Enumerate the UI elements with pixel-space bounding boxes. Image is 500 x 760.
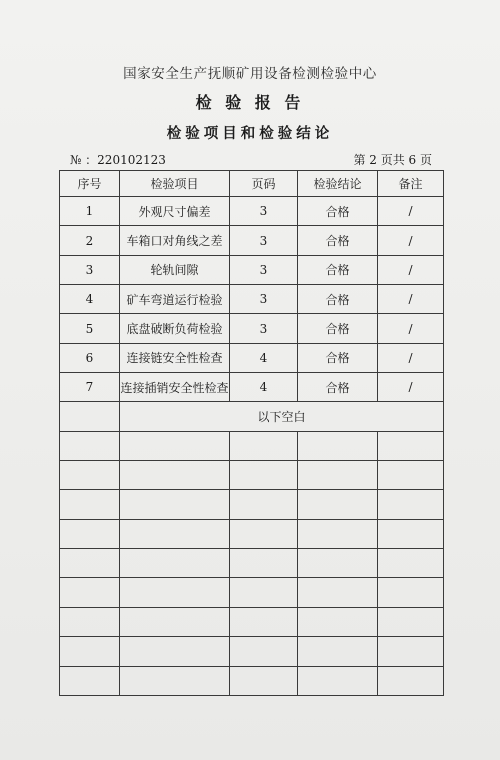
cell-empty xyxy=(378,637,444,666)
cell-empty xyxy=(378,666,444,696)
cell-empty xyxy=(120,666,230,696)
section-title: 检验项目和检验结论 xyxy=(166,125,334,142)
cell-note: / xyxy=(378,226,444,255)
cell-result: 合格 xyxy=(298,314,378,343)
cell-empty xyxy=(298,549,378,578)
cell-empty xyxy=(298,578,378,607)
organization-name: 国家安全生产抚顺矿用设备检测检验中心 xyxy=(123,66,377,82)
cell-seq: 6 xyxy=(60,343,120,372)
table-row-blank-note xyxy=(60,402,444,431)
cell-empty xyxy=(230,519,298,548)
cell-empty xyxy=(230,637,298,666)
cell-page: 4 xyxy=(230,373,298,402)
cell-empty xyxy=(60,607,120,636)
cell-note: / xyxy=(378,255,444,284)
table-row-empty xyxy=(60,461,444,490)
table-row-empty xyxy=(60,578,444,607)
table-row xyxy=(60,314,444,343)
cell-empty xyxy=(60,637,120,666)
cell-seq: 4 xyxy=(60,285,120,314)
table-row-empty xyxy=(60,637,444,666)
cell-item: 矿车弯道运行检验 xyxy=(120,285,230,314)
cell-empty xyxy=(120,607,230,636)
cell-empty xyxy=(230,607,298,636)
cell-empty xyxy=(120,637,230,666)
cell-empty xyxy=(230,549,298,578)
cell-empty xyxy=(298,607,378,636)
cell-result: 合格 xyxy=(298,285,378,314)
cell-item: 外观尺寸偏差 xyxy=(120,197,230,226)
column-header-page: 页码 xyxy=(230,171,298,197)
cell-note: / xyxy=(378,314,444,343)
table-body xyxy=(60,197,444,696)
cell-empty xyxy=(378,578,444,607)
cell-note: / xyxy=(378,373,444,402)
cell-empty xyxy=(378,519,444,548)
cell-empty xyxy=(120,519,230,548)
cell-empty xyxy=(230,490,298,519)
cell-seq: 7 xyxy=(60,373,120,402)
cell-seq: 2 xyxy=(60,226,120,255)
cell-empty xyxy=(60,578,120,607)
cell-result: 合格 xyxy=(298,373,378,402)
cell-item: 底盘破断负荷检验 xyxy=(120,314,230,343)
cell-empty xyxy=(378,490,444,519)
cell-empty xyxy=(378,461,444,490)
cell-empty xyxy=(60,461,120,490)
cell-item: 轮轨间隙 xyxy=(120,255,230,284)
cell-page: 3 xyxy=(230,285,298,314)
report-title: 检 验 报 告 xyxy=(195,93,305,112)
table-row xyxy=(60,373,444,402)
table-row xyxy=(60,197,444,226)
blank-note: 以下空白 xyxy=(120,402,444,431)
cell-empty xyxy=(230,578,298,607)
cell-empty xyxy=(378,431,444,460)
cell-empty xyxy=(378,607,444,636)
table-row-empty xyxy=(60,607,444,636)
column-header-seq: 序号 xyxy=(60,171,120,197)
cell-empty xyxy=(120,431,230,460)
cell-page: 3 xyxy=(230,226,298,255)
cell-result: 合格 xyxy=(298,343,378,372)
cell-empty xyxy=(298,519,378,548)
cell-result: 合格 xyxy=(298,255,378,284)
cell-empty xyxy=(298,637,378,666)
column-header-note: 备注 xyxy=(378,171,444,197)
cell-empty xyxy=(120,578,230,607)
cell-empty xyxy=(60,549,120,578)
cell-page: 3 xyxy=(230,197,298,226)
table-row xyxy=(60,285,444,314)
table-row-empty xyxy=(60,549,444,578)
table-header-row xyxy=(60,171,444,197)
cell-page: 3 xyxy=(230,255,298,284)
cell-empty xyxy=(378,549,444,578)
cell-empty xyxy=(120,490,230,519)
column-header-item: 检验项目 xyxy=(120,171,230,197)
cell-page: 3 xyxy=(230,314,298,343)
table-row-empty xyxy=(60,490,444,519)
cell-empty xyxy=(60,666,120,696)
cell-page: 4 xyxy=(230,343,298,372)
cell-note: / xyxy=(378,343,444,372)
cell-result: 合格 xyxy=(298,197,378,226)
cell-empty xyxy=(298,461,378,490)
cell-empty xyxy=(120,549,230,578)
table-row xyxy=(60,226,444,255)
cell-note: / xyxy=(378,197,444,226)
cell-empty xyxy=(298,666,378,696)
cell-empty xyxy=(230,666,298,696)
cell-empty xyxy=(298,490,378,519)
table-row xyxy=(60,255,444,284)
cell-empty xyxy=(120,461,230,490)
cell-item: 连接插销安全性检查 xyxy=(120,373,230,402)
cell-empty xyxy=(298,431,378,460)
table-row-empty xyxy=(60,666,444,696)
table-row-empty xyxy=(60,431,444,460)
cell-empty xyxy=(60,402,120,431)
cell-empty xyxy=(230,431,298,460)
cell-note: / xyxy=(378,285,444,314)
column-header-result: 检验结论 xyxy=(298,171,378,197)
cell-result: 合格 xyxy=(298,226,378,255)
table-row xyxy=(60,343,444,372)
cell-item: 车箱口对角线之差 xyxy=(120,226,230,255)
cell-empty xyxy=(230,461,298,490)
cell-seq: 3 xyxy=(60,255,120,284)
inspection-items-table xyxy=(59,170,444,696)
report-number: № ：220102123 xyxy=(70,153,166,167)
cell-empty xyxy=(60,431,120,460)
cell-empty xyxy=(60,519,120,548)
table-row-empty xyxy=(60,519,444,548)
page-indicator: 第 2 页共 6 页 xyxy=(353,153,432,167)
cell-item: 连接链安全性检查 xyxy=(120,343,230,372)
cell-empty xyxy=(60,490,120,519)
cell-seq: 5 xyxy=(60,314,120,343)
cell-seq: 1 xyxy=(60,197,120,226)
